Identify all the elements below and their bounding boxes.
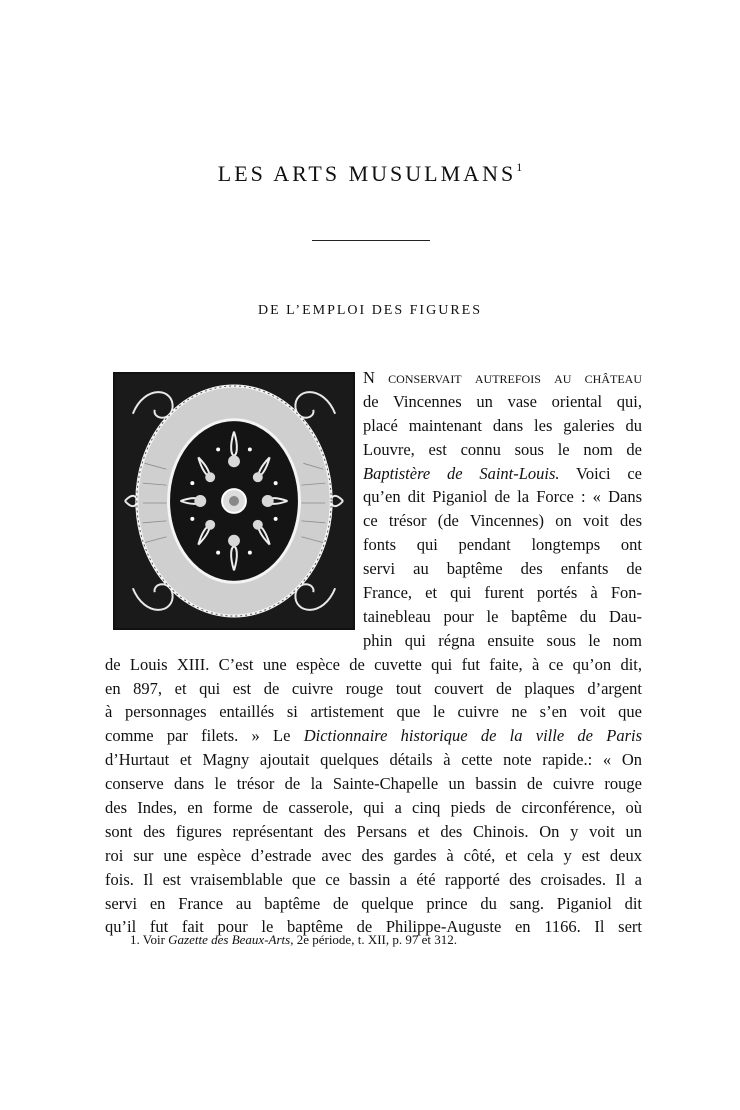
text-segment: Voici ce bbox=[559, 463, 642, 483]
page-title bbox=[0, 160, 740, 187]
text-line: roi sur une espèce d’estrade avec des gardes à côté, et cela y est deux bbox=[105, 845, 642, 865]
text-line: fonts qui pendant longtemps ont bbox=[363, 535, 642, 555]
drop-cap-continuation: N conservait autrefois au château bbox=[363, 368, 642, 387]
text-segment: comme par filets. » Le bbox=[105, 726, 304, 746]
text-line bbox=[105, 462, 642, 486]
text-line: sont des figures représentant des Persans et des Chinois. On y voit un bbox=[105, 821, 642, 841]
text-line: à personnages entaillés si artistement que le cuivre ne s’en voit que bbox=[105, 702, 642, 722]
text-line: d’Hurtaut et Magny ajoutait quelques détails à cette note rapide.: « On bbox=[105, 750, 642, 770]
text-line: de Louis XIII. C’est une espèce de cuvette qui fut faite, à ce qu’on dit, bbox=[105, 654, 642, 674]
text-line: conserve dans le trésor de la Sainte-Chapelle un bassin de cuivre rouge bbox=[105, 774, 642, 794]
text-line bbox=[105, 366, 642, 390]
text-line: Louvre, est connu sous le nom de bbox=[363, 439, 642, 459]
footnote-marker: 1 bbox=[516, 160, 523, 174]
text-line: servi en France au baptême de quelque prince du sang. Piganiol dit bbox=[105, 893, 642, 913]
section-heading: DE L’EMPLOI DES FIGURES bbox=[258, 303, 482, 318]
page-title-text: LES ARTS MUSULMANS bbox=[217, 161, 517, 186]
body-paragraph bbox=[105, 366, 642, 939]
text-line: placé maintenant dans les galeries du bbox=[363, 415, 642, 435]
footnote-text: Voir bbox=[139, 932, 169, 947]
footnote-journal: Gazette des Beaux-Arts, bbox=[168, 932, 294, 947]
text-line: en 897, et qui est de cuivre rouge tout couvert de plaques d’argent bbox=[105, 678, 642, 698]
text-line: phin qui régna ensuite sous le nom bbox=[363, 630, 642, 650]
text-line bbox=[105, 724, 642, 748]
text-line: fois. Il est vraisemblable que ce bassin a été rapporté des croisades. Il a bbox=[105, 869, 642, 889]
text-line: ce trésor (de Vincennes) on voit des bbox=[363, 511, 642, 531]
italic-title: Dictionnaire historique de la ville de Paris bbox=[303, 726, 643, 746]
italic-title: Baptistère de Saint-Louis. bbox=[363, 463, 560, 483]
footnote bbox=[130, 932, 650, 948]
footnote-text: 2e période, t. XII, p. 97 et 312. bbox=[293, 932, 457, 947]
text-line: qu’en dit Piganiol de la Force : « Dans bbox=[363, 487, 642, 507]
text-line: tainebleau pour le baptême du Dau- bbox=[363, 606, 642, 626]
text-line: servi au baptême des enfants de bbox=[363, 559, 642, 579]
footnote-number: 1. bbox=[130, 932, 140, 947]
text-line: qu’il fut fait pour le baptême de Philippe-Auguste en 1166. Il sert bbox=[105, 917, 642, 937]
title-rule bbox=[312, 240, 430, 241]
text-line: de Vincennes un vase oriental qui, bbox=[363, 391, 642, 411]
text-line: France, et qui furent portés à Fon- bbox=[363, 583, 642, 603]
text-line: des Indes, en forme de casserole, qui a cinq pieds de circonférence, où bbox=[105, 798, 642, 818]
